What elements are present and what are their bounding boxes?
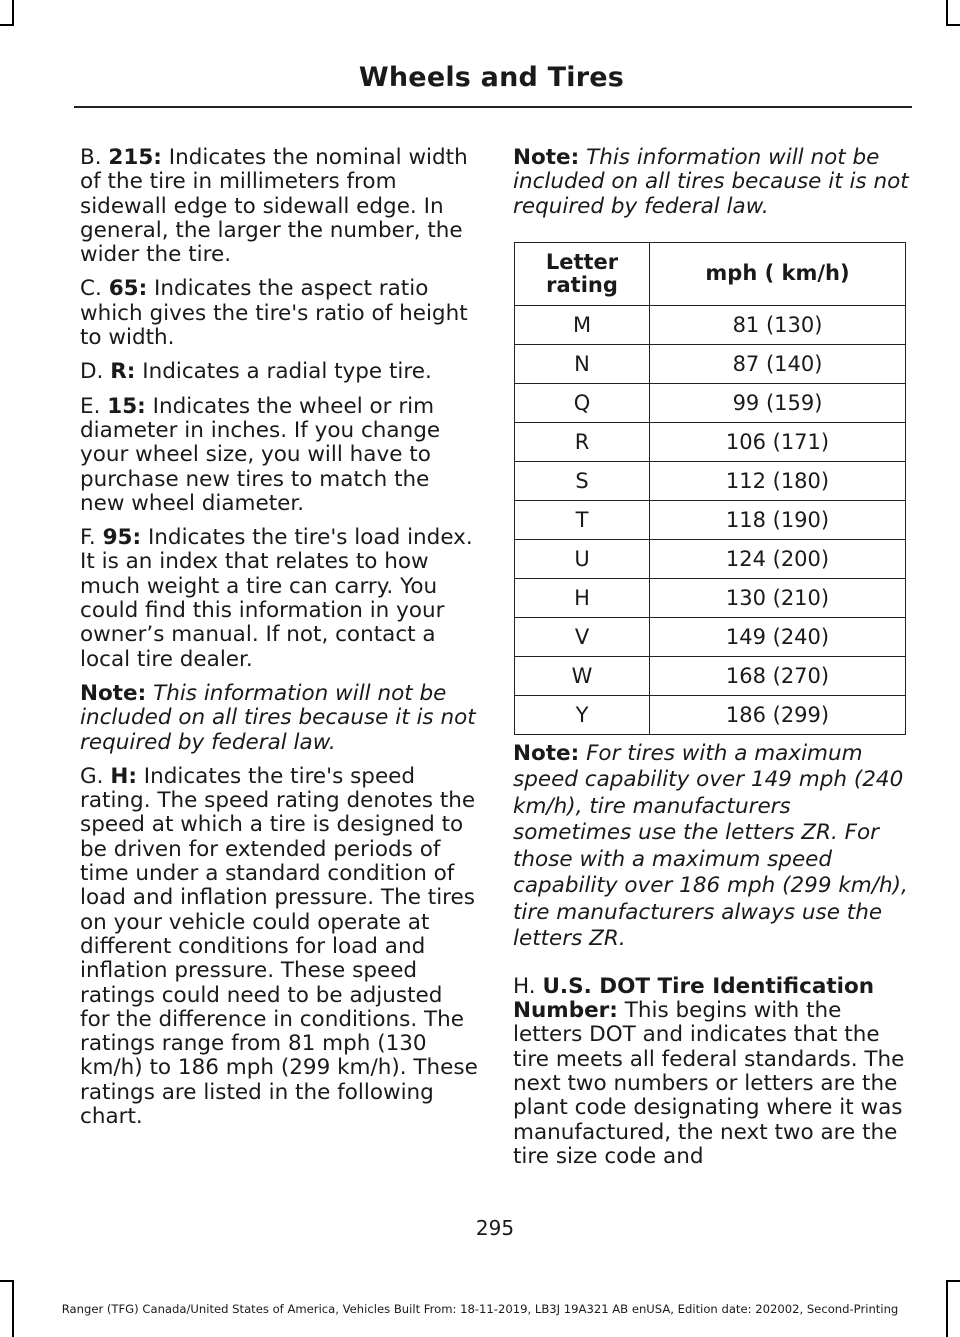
table-row: M 81 (130) [515, 305, 906, 344]
table-row: U 124 (200) [515, 539, 906, 578]
table-row: S 112 (180) [515, 461, 906, 500]
item-e: E. 15: Indicates the wheel or rim diameter in inches. If you change your wheel size, you will have to purchase new tires to match the new wheel diameter. [80, 393, 441, 516]
item-b: B. 215: Indicates the nominal width of the tire in millimeters from sidewall edge to sidewall edge. In general, the larger the number, the wider the tire. [80, 145, 468, 268]
item-h-key: U.S. DOT Tire Identification Number: [513, 973, 875, 1024]
item-f: F. 95: Indicates the tire's load index. It is an index that relates to how much weight a tire can carry. You could find this information in your owner’s manual. If not, contact a local tire dealer. [80, 525, 473, 672]
note-federal-right: Note: This information will not be included on all tires because it is not required by federal law. [513, 145, 909, 219]
table-row: T 118 (190) [515, 500, 906, 539]
crop-mark-bottom-left-h [0, 1280, 14, 1282]
table-row: N 87 (140) [515, 344, 906, 383]
item-h: H. U.S. DOT Tire Identification Number: This begins with the letters DOT and indicates that the tire meets all federal standards. The next two numbers or letters are the plant code designating where it was manufactured, the next two are the tire size code and [513, 973, 905, 1169]
table-header-row [515, 242, 906, 305]
header-divider [74, 106, 912, 108]
item-d: D. R: Indicates a radial type tire. [80, 359, 432, 385]
table-row: Q 99 (159) [515, 383, 906, 422]
right-column [513, 146, 909, 1179]
item-f-key: 95: [102, 525, 142, 551]
note-federal-left: Note: This information will not be included on all tires because it is not required by federal law. [80, 680, 476, 755]
item-g: G. H: Indicates the tire's speed rating. The speed rating denotes the speed at which a tire is designed to be driven for extended periods of time under a standard condition of load and inflation pressure. The tires on your vehicle could operate at different conditions for load and inflation pressure. These speed ratings could need to be adjusted for the difference in conditions. The ratings range from 81 mph (130 km/h) to 186 mph (299 km/h). These ratings are listed in the following chart. [80, 763, 478, 1129]
crop-mark-top-right-h [946, 24, 960, 26]
table-header-letter: Letter rating [515, 242, 650, 305]
table-row: Y 186 (299) [515, 695, 906, 734]
table-row: R 106 (171) [515, 422, 906, 461]
crop-mark-top-left-h [0, 24, 14, 26]
crop-mark-top-right-v [946, 0, 948, 26]
table-row: W 168 (270) [515, 656, 906, 695]
item-c: C. 65: Indicates the aspect ratio which gives the tire's ratio of height to width. [80, 276, 468, 351]
table-row: H 130 (210) [515, 578, 906, 617]
page-number: 295 [475, 1216, 515, 1240]
item-c-key: 65: [108, 276, 148, 302]
item-g-key: H: [110, 763, 137, 789]
section-title: Wheels and Tires [358, 62, 624, 93]
note-zr: Note: For tires with a maximum speed capability over 149 mph (240 km/h), tire manufacturers sometimes use the letters ZR. For those with a maximum speed capability over 186 mph (299 km/h), tire manufacturers always use the letters ZR. [513, 740, 908, 952]
item-e-key: 15: [107, 393, 146, 419]
item-b-key: 215: [108, 145, 162, 170]
footer-edition-info: Ranger (TFG) Canada/United States of America, Vehicles Built From: 18-11-2019, LB3J 19A321 AB enUSA, Edition date: 202002, Second-Printing [61, 1302, 899, 1316]
crop-mark-bottom-right-h [946, 1280, 960, 1282]
table-header-speed: mph ( km/h) [650, 242, 906, 305]
table-row: V 149 (240) [515, 617, 906, 656]
item-d-key: R: [110, 359, 136, 385]
left-column [80, 146, 478, 1139]
crop-mark-top-left-v [12, 0, 14, 26]
speed-rating-table [514, 242, 906, 735]
